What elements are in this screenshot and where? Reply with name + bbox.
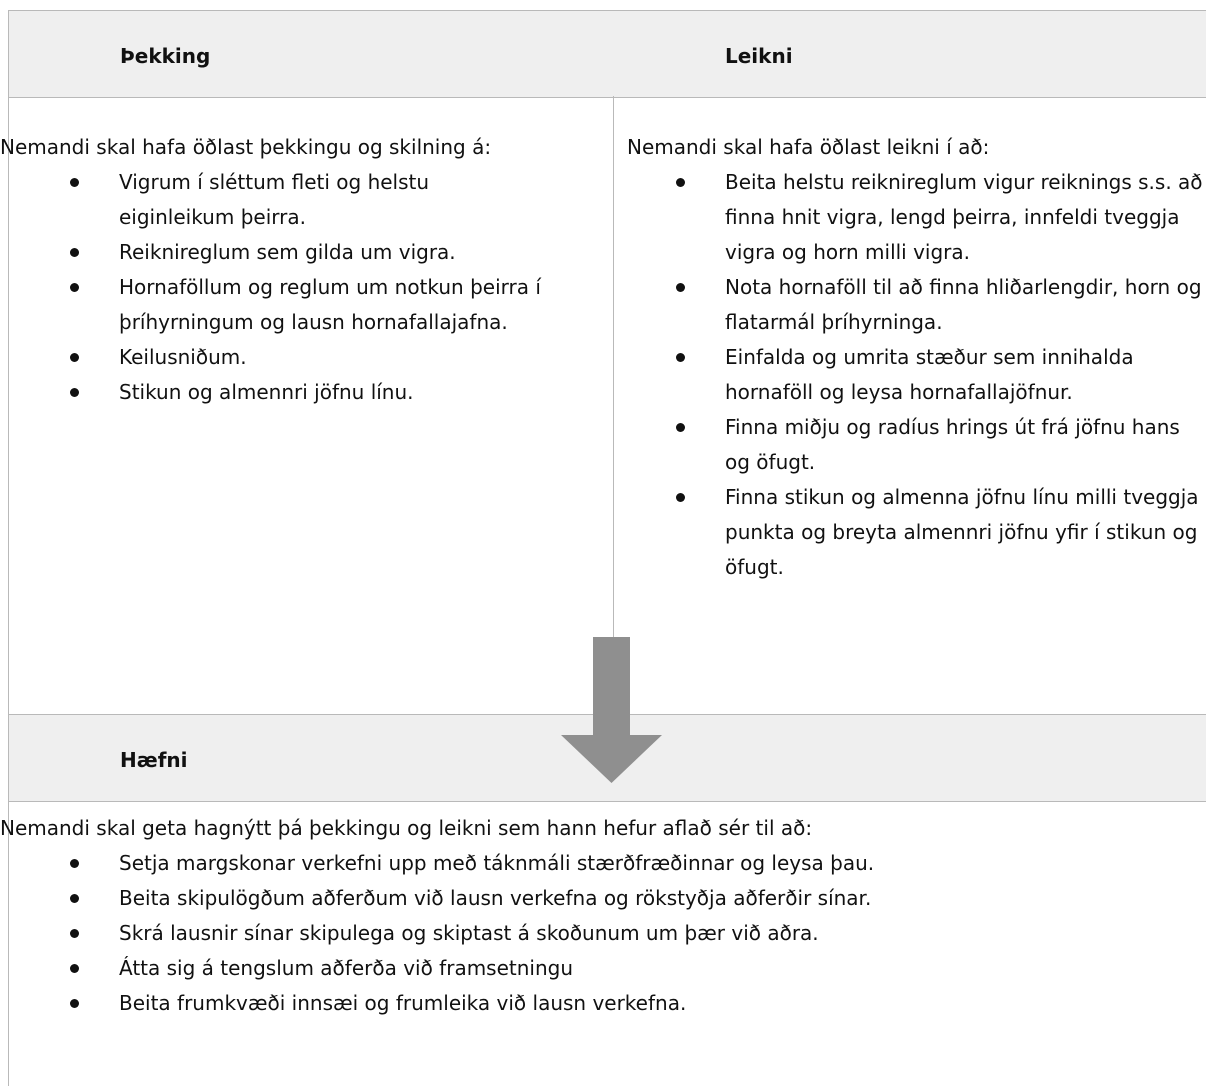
knowledge-intro: Nemandi skal hafa öðlast þekkingu og skilning á: [0, 135, 492, 159]
header-competence: Hæfni [120, 748, 188, 772]
knowledge-item: Keilusniðum. [70, 340, 545, 375]
skill-item: Finna miðju og radíus hrings út frá jöfnu hans og öfugt. [676, 410, 1206, 480]
skill-item: Nota hornaföll til að finna hliðarlengdir, horn og flatarmál þríhyrninga. [676, 270, 1206, 340]
knowledge-item: Vigrum í sléttum fleti og helstu eiginleikum þeirra. [70, 165, 545, 235]
header-knowledge: Þekking [120, 44, 211, 68]
competence-item: Beita frumkvæði innsæi og frumleika við lausn verkefna. [70, 986, 1190, 1021]
header-skill: Leikni [725, 44, 793, 68]
competence-item: Átta sig á tengslum aðferða við framsetningu [70, 951, 1190, 986]
skill-item: Finna stikun og almenna jöfnu línu milli tveggja punkta og breyta almennri jöfnu yfir í stikun og öfugt. [676, 480, 1206, 585]
knowledge-item: Hornaföllum og reglum um notkun þeirra í þríhyrningum og lausn hornafallajafna. [70, 270, 545, 340]
competence-intro: Nemandi skal geta hagnýtt þá þekkingu og leikni sem hann hefur aflað sér til að: [0, 816, 813, 840]
competence-list [70, 846, 1190, 1021]
competence-item: Setja margskonar verkefni upp með táknmáli stærðfræðinnar og leysa þau. [70, 846, 1190, 881]
down-arrow-icon [561, 637, 662, 783]
competence-item: Beita skipulögðum aðferðum við lausn verkefna og rökstyðja aðferðir sínar. [70, 881, 1190, 916]
knowledge-item: Stikun og almennri jöfnu línu. [70, 375, 545, 410]
skill-item: Beita helstu reiknireglum vigur reiknings s.s. að finna hnit vigra, lengd þeirra, innfeldi tveggja vigra og horn milli vigra. [676, 165, 1206, 270]
knowledge-list [70, 165, 545, 410]
header-row-top [8, 10, 1206, 98]
competence-item: Skrá lausnir sínar skipulega og skiptast á skoðunum um þær við aðra. [70, 916, 1190, 951]
skill-intro: Nemandi skal hafa öðlast leikni í að: [627, 135, 990, 159]
knowledge-item: Reiknireglum sem gilda um vigra. [70, 235, 545, 270]
column-divider [613, 96, 614, 714]
skill-item: Einfalda og umrita stæður sem innihalda hornaföll og leysa hornafallajöfnur. [676, 340, 1206, 410]
skill-list [676, 165, 1206, 585]
table-left-border [8, 96, 9, 1086]
